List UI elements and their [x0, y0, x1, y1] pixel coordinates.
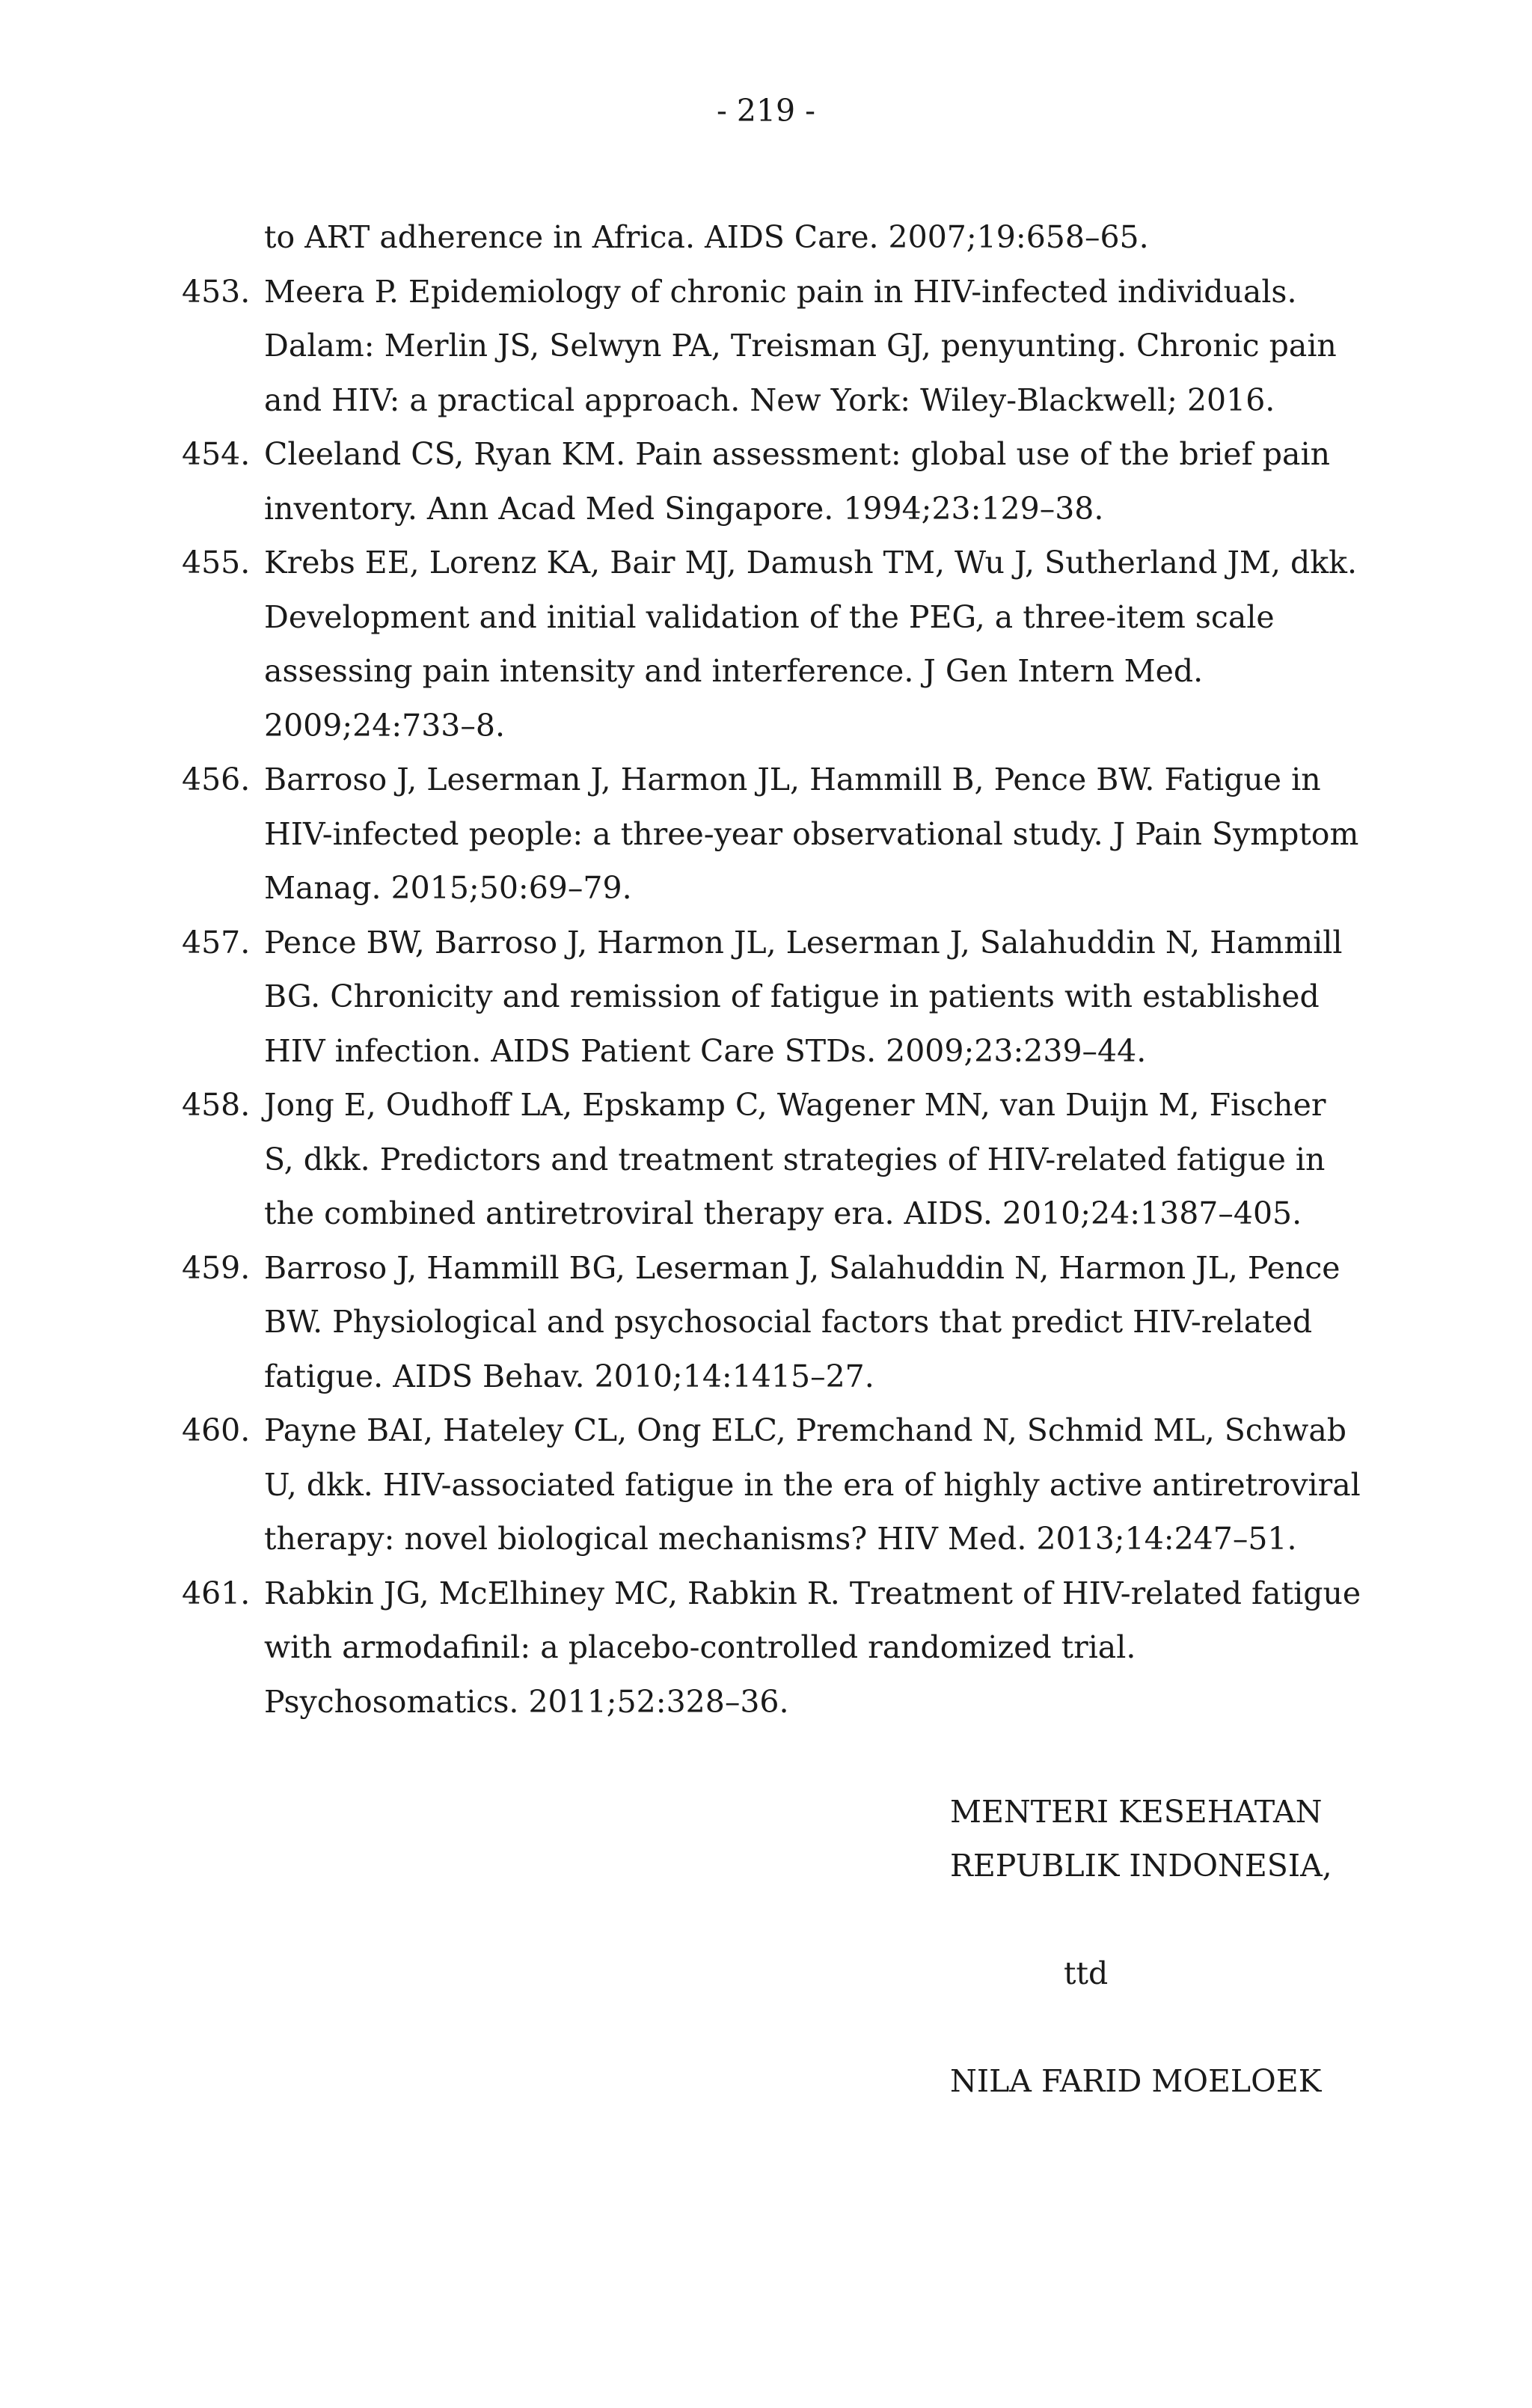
reference-list	[182, 210, 1364, 1729]
signature-title-line1: MENTERI KESEHATAN	[950, 1794, 1323, 1830]
signature-ttd: ttd	[1064, 1955, 1109, 1991]
reference-number: 459.	[182, 1249, 251, 1286]
reference-text: Barroso J, Hammill BG, Leserman J, Salahuddin N, Harmon JL, Pence BW. Physiological and psychosocial factors that predict HIV-related fatigue. AIDS Behav. 2010;14:1415–27.	[264, 1249, 1340, 1394]
reference-item	[182, 427, 1364, 536]
reference-text: Rabkin JG, McElhiney MC, Rabkin R. Treatment of HIV-related fatigue with armodafinil: a placebo-controlled randomized trial. Psychosomatics. 2011;52:328–36.	[264, 1575, 1361, 1720]
reference-text: Pence BW, Barroso J, Harmon JL, Leserman J, Salahuddin N, Hammill BG. Chronicity and remission of fatigue in patients with established HIV infection. AIDS Patient Care STDs. 2009;23:239–44.	[264, 924, 1343, 1069]
reference-text: Jong E, Oudhoff LA, Epskamp C, Wagener MN, van Duijn M, Fischer S, dkk. Predictors and treatment strategies of HIV-related fatigue in the combined antiretroviral therapy era. AIDS. 2010;24:1387–405.	[264, 1087, 1326, 1231]
reference-number: 458.	[182, 1087, 251, 1123]
reference-number: 457.	[182, 924, 251, 961]
signatory-name: NILA FARID MOELOEK	[950, 2063, 1322, 2099]
reference-text: Krebs EE, Lorenz KA, Bair MJ, Damush TM, Wu J, Sutherland JM, dkk. Development and initial validation of the PEG, a three-item scale assessing pain intensity and interference. J Gen Intern Med. 2009;24:733–8.	[264, 545, 1358, 744]
reference-number: 454.	[182, 436, 251, 472]
reference-number: 456.	[182, 762, 251, 797]
signature-block	[950, 1785, 1369, 2108]
reference-item	[182, 265, 1364, 428]
reference-item	[182, 1566, 1364, 1730]
reference-text: Cleeland CS, Ryan KM. Pain assessment: global use of the brief pain inventory. Ann Acad Med Singapore. 1994;23:129–38.	[264, 436, 1330, 527]
page-number: - 219 -	[716, 93, 816, 129]
reference-number: 453.	[182, 273, 251, 310]
reference-text: Barroso J, Leserman J, Harmon JL, Hammill B, Pence BW. Fatigue in HIV-infected people: a three-year observational study. J Pain Symptom Manag. 2015;50:69–79.	[264, 762, 1359, 906]
reference-item	[182, 536, 1364, 753]
reference-item	[182, 1403, 1364, 1566]
reference-item	[182, 1078, 1364, 1241]
reference-item	[182, 1241, 1364, 1404]
reference-number: 460.	[182, 1412, 251, 1448]
reference-number: 455.	[182, 545, 251, 580]
reference-text: Meera P. Epidemiology of chronic pain in HIV-infected individuals. Dalam: Merlin JS, Selwyn PA, Treisman GJ, penyunting. Chronic pain and HIV: a practical approach. New York: Wiley-Blackwell; 2016.	[264, 273, 1337, 418]
reference-number: 461.	[182, 1575, 251, 1611]
reference-item	[182, 753, 1364, 916]
reference-text: to ART adherence in Africa. AIDS Care. 2007;19:658–65.	[264, 219, 1149, 255]
reference-item	[182, 210, 1364, 265]
signature-title-line2: REPUBLIK INDONESIA,	[950, 1848, 1332, 1884]
reference-item	[182, 916, 1364, 1079]
reference-text: Payne BAI, Hateley CL, Ong ELC, Premchand N, Schmid ML, Schwab U, dkk. HIV-associated fatigue in the era of highly active antiretroviral therapy: novel biological mechanisms? HIV Med. 2013;14:247–51.	[264, 1412, 1361, 1557]
